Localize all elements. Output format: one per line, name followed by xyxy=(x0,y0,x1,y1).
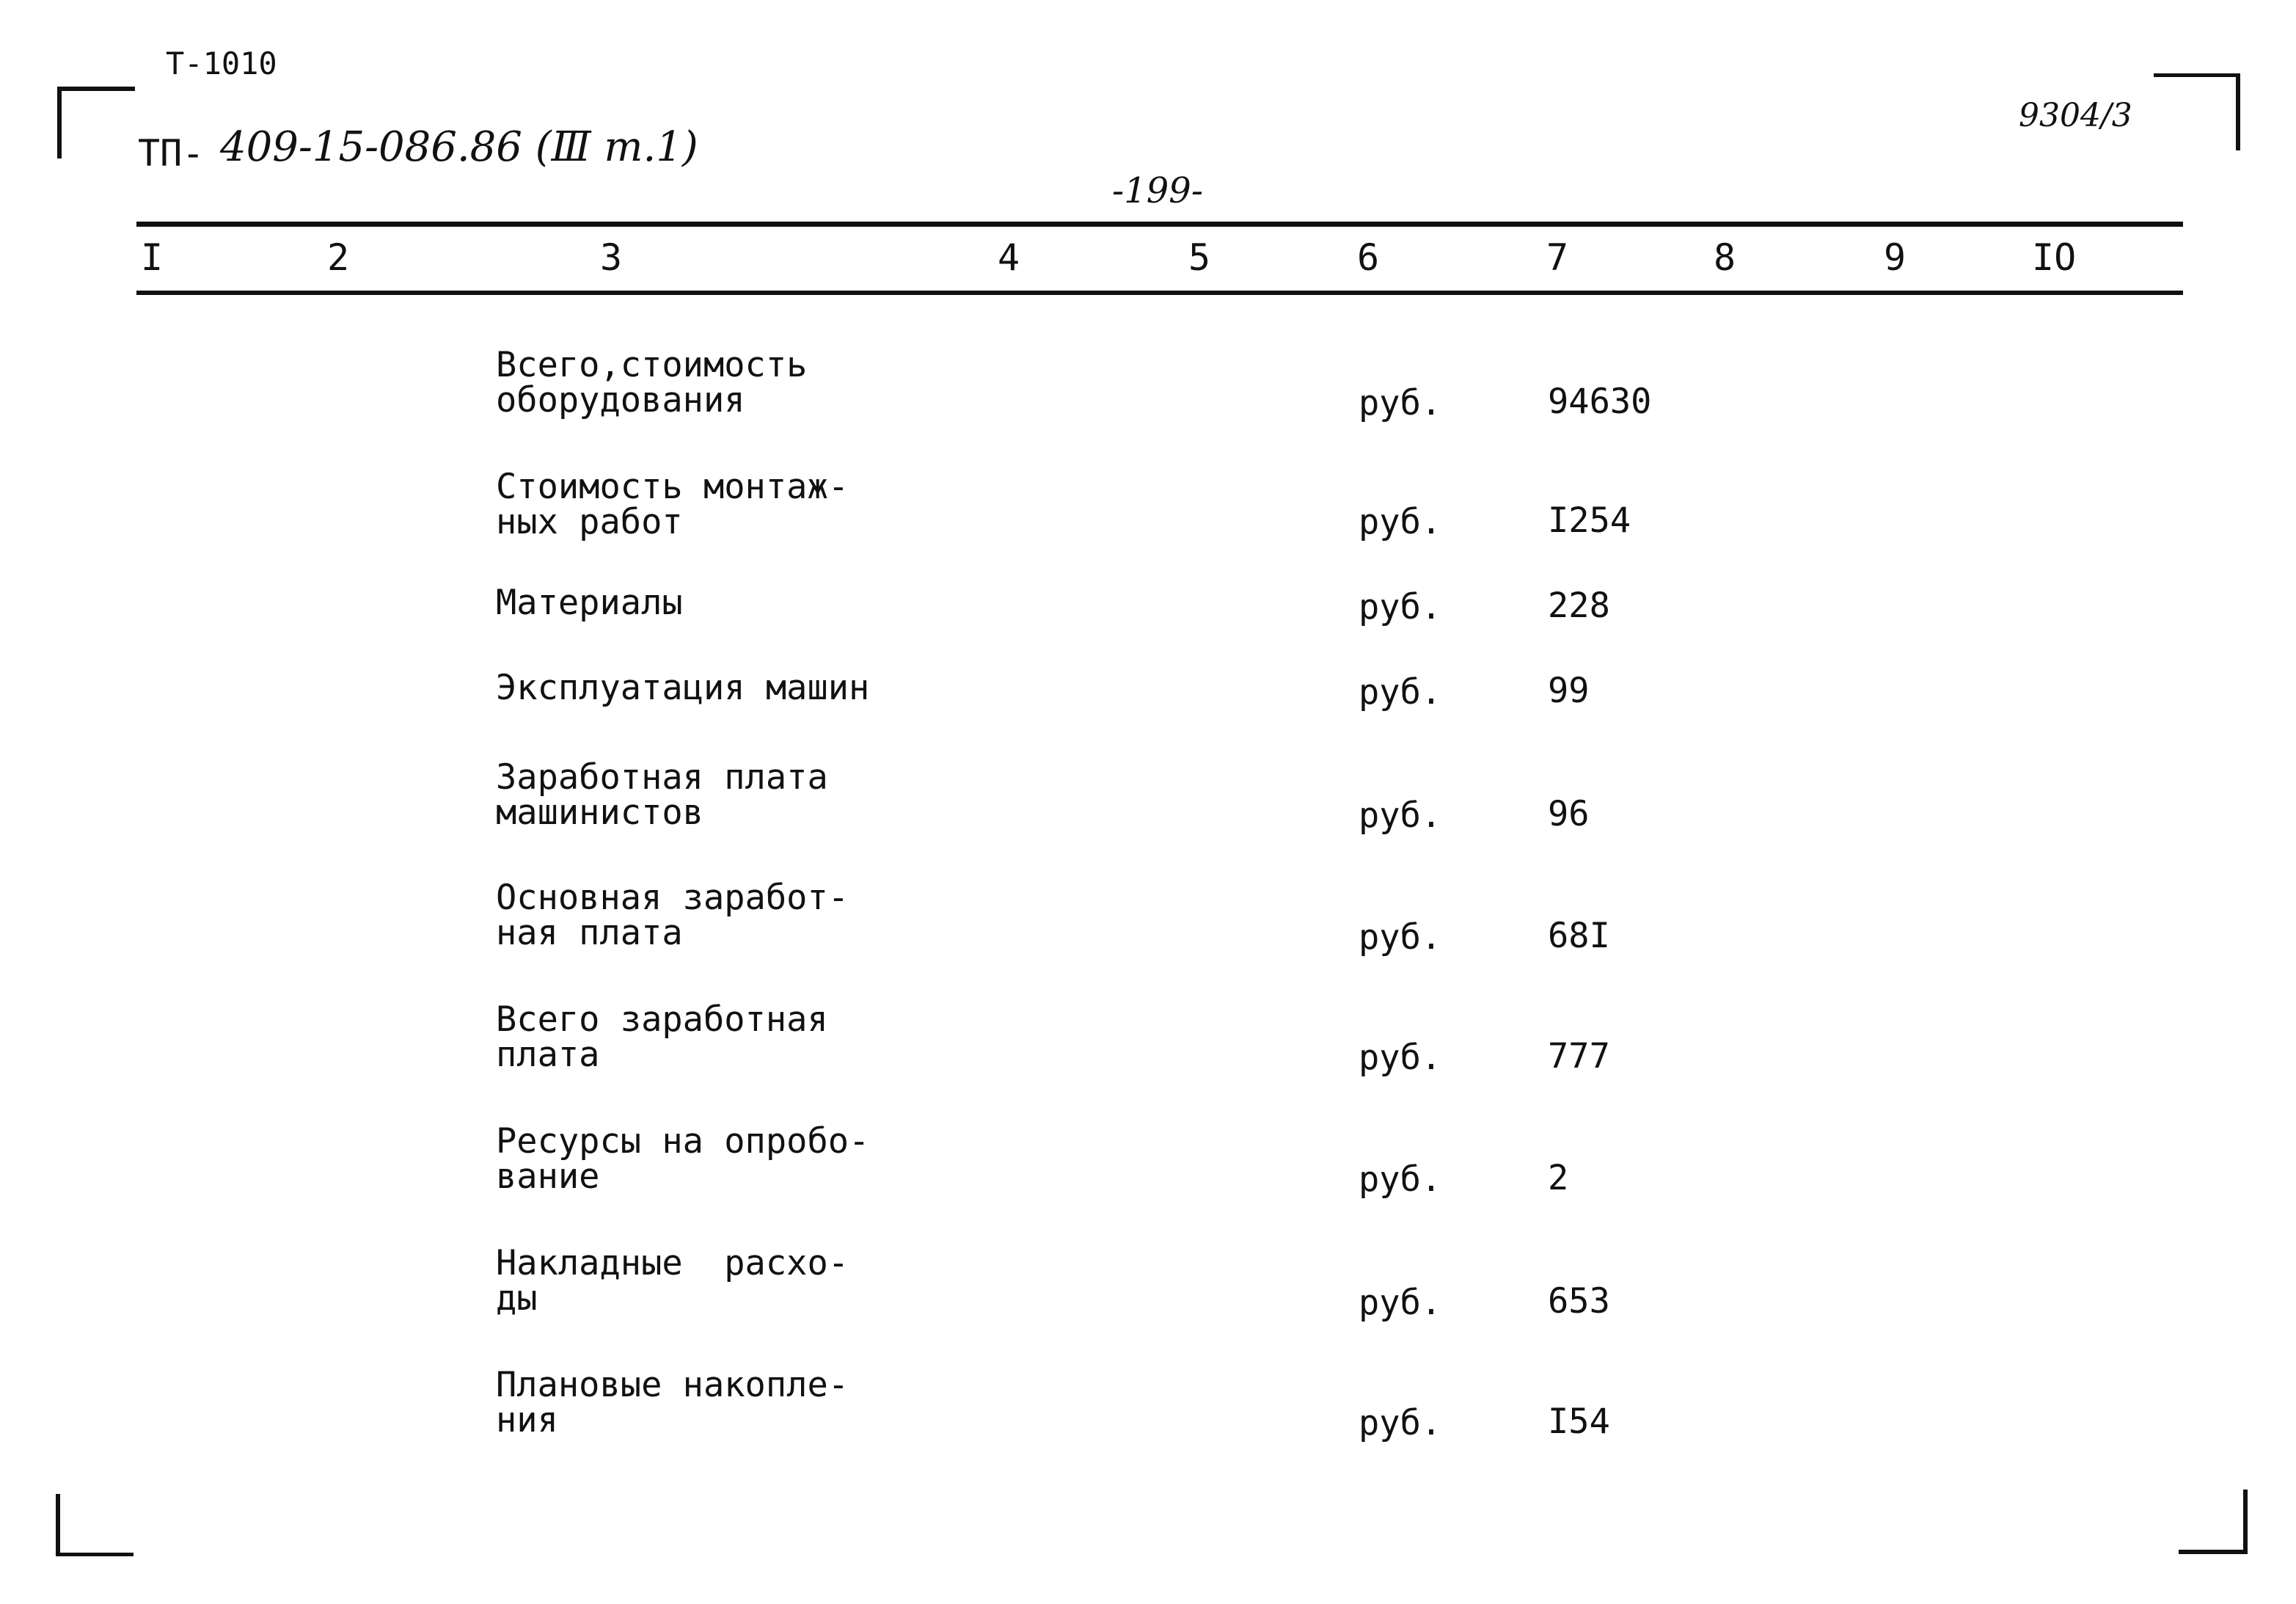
row-label: Стоимость монтаж- ных работ xyxy=(496,467,849,542)
row-label: Всего заработная плата xyxy=(496,999,828,1075)
column-number: IO xyxy=(2032,236,2077,279)
column-number: 2 xyxy=(327,236,350,279)
row-value: I254 xyxy=(1548,500,1631,541)
table-rule-bottom xyxy=(136,291,2183,295)
row-unit: руб. xyxy=(1359,1038,1442,1078)
column-number: 9 xyxy=(1884,236,1906,279)
row-value: 96 xyxy=(1548,794,1590,834)
page-number: -199- xyxy=(1112,170,1204,211)
row-unit: руб. xyxy=(1359,795,1442,836)
row-unit: руб. xyxy=(1359,1283,1442,1323)
row-label: Основная заработ- ная плата xyxy=(496,878,849,953)
column-number: 5 xyxy=(1188,236,1211,279)
column-number: 4 xyxy=(998,236,1020,279)
row-value: 94630 xyxy=(1548,382,1652,422)
column-number: I xyxy=(141,236,164,279)
row-label: Ресурсы на опробо- вание xyxy=(496,1121,870,1197)
row-value: 228 xyxy=(1548,586,1610,626)
column-number: 8 xyxy=(1714,236,1736,279)
table-rule-top xyxy=(136,222,2183,227)
row-label: Заработная плата машинистов xyxy=(496,757,828,833)
series-code: Т-1010 xyxy=(166,45,277,81)
row-label: Эксплуатация машин xyxy=(496,668,870,708)
corner-mark-bottom-right xyxy=(2179,1490,2248,1554)
sheet-id: 9304/3 xyxy=(2019,97,2132,134)
doc-number: 409-15-086.86 (Ⅲ т.1) xyxy=(220,123,698,171)
row-value: 2 xyxy=(1548,1158,1569,1198)
row-unit: руб. xyxy=(1359,1159,1442,1200)
row-unit: руб. xyxy=(1359,587,1442,627)
corner-mark-top-left xyxy=(57,87,135,158)
row-value: I54 xyxy=(1548,1401,1610,1442)
row-value: 653 xyxy=(1548,1281,1610,1322)
row-value: 68I xyxy=(1548,916,1610,956)
row-label: Всего,стоимость оборудования xyxy=(496,345,808,420)
column-number: 3 xyxy=(600,236,623,279)
row-unit: руб. xyxy=(1359,502,1442,542)
row-label: Накладные расхо- ды xyxy=(496,1243,849,1319)
row-label: Плановые накопле- ния xyxy=(496,1365,849,1440)
row-unit: руб. xyxy=(1359,383,1442,423)
row-unit: руб. xyxy=(1359,672,1442,712)
row-value: 99 xyxy=(1548,671,1590,711)
doc-prefix: ТП- xyxy=(138,132,205,175)
corner-mark-top-right xyxy=(2154,73,2240,150)
row-value: 777 xyxy=(1548,1036,1610,1076)
corner-mark-bottom-left xyxy=(56,1494,134,1556)
row-unit: руб. xyxy=(1359,917,1442,958)
row-label: Материалы xyxy=(496,583,683,623)
column-number: 6 xyxy=(1357,236,1380,279)
row-unit: руб. xyxy=(1359,1403,1442,1443)
column-number: 7 xyxy=(1546,236,1569,279)
